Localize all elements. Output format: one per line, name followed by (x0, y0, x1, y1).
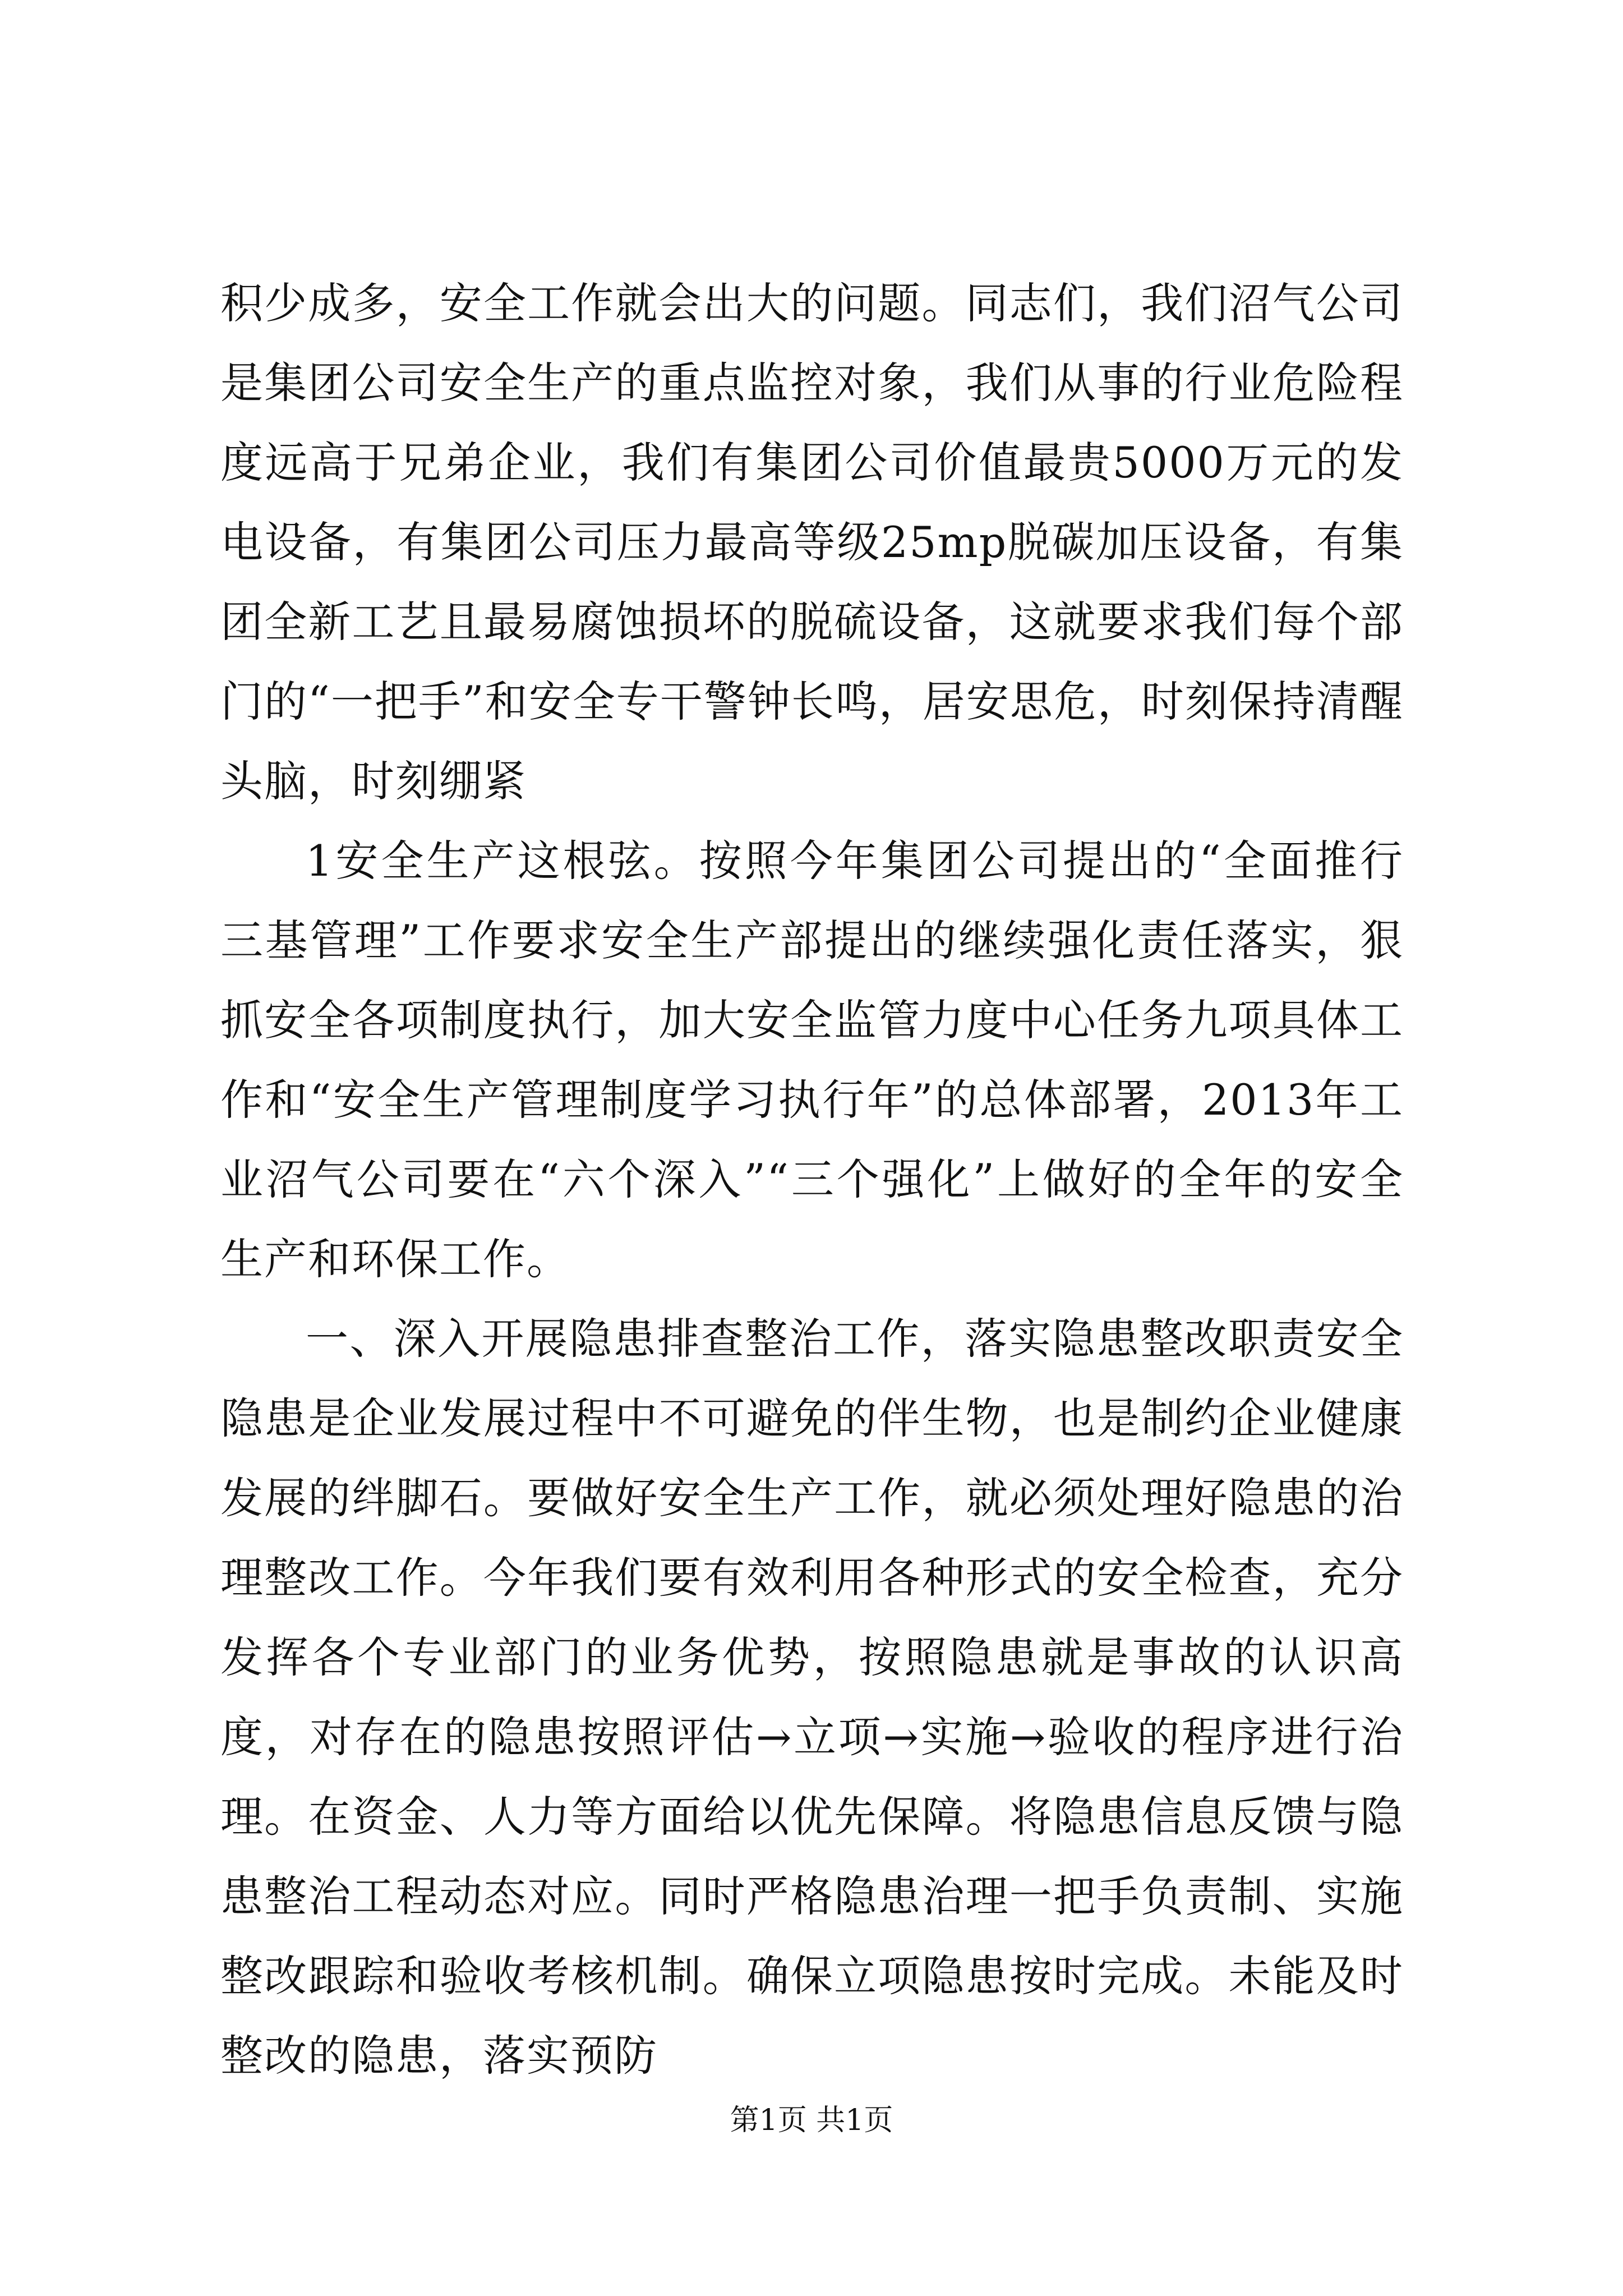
body-text (220, 264, 1404, 2096)
paragraph-1: 积少成多，安全工作就会出大的问题。同志们，我们沼气公司是集团公司安全生产的重点监控对象，我们从事的行业危险程度远高于兄弟企业，我们有集团公司价值最贵5000万元的发电设备，有集团公司压力最高等级25mp脱碳加压设备，有集团全新工艺且最易腐蚀损坏的脱硫设备，这就要求我们每个部门的“一把手”和安全专干警钟长鸣，居安思危，时刻保持清醒头脑，时刻绷紧 (220, 278, 1404, 806)
page-footer: 第1页 共1页 (730, 2104, 893, 2137)
paragraph-3: 一、深入开展隐患排查整治工作，落实隐患整改职责安全隐患是企业发展过程中不可避免的伴生物，也是制约企业健康发展的绊脚石。要做好安全生产工作，就必须处理好隐患的治理整改工作。今年我们要有效利用各种形式的安全检查，充分发挥各个专业部门的业务优势，按照隐患就是事故的认识高度，对存在的隐患按照评估→立项→实施→验收的程序进行治理。在资金、人力等方面给以优先保障。将隐患信息反馈与隐患整治工程动态对应。同时严格隐患治理一把手负责制、实施整改跟踪和验收考核机制。确保立项隐患按时完成。未能及时整改的隐患，落实预防 (220, 1314, 1404, 2081)
paragraph-2: 1安全生产这根弦。按照今年集团公司提出的“全面推行三基管理”工作要求安全生产部提出的继续强化责任落实，狠抓安全各项制度执行，加大安全监管力度中心任务九项具体工作和“安全生产管理制度学习执行年”的总体部署，2013年工业沼气公司要在“六个深入”“三个强化”上做好的全年的安全生产和环保工作。 (220, 836, 1404, 1284)
